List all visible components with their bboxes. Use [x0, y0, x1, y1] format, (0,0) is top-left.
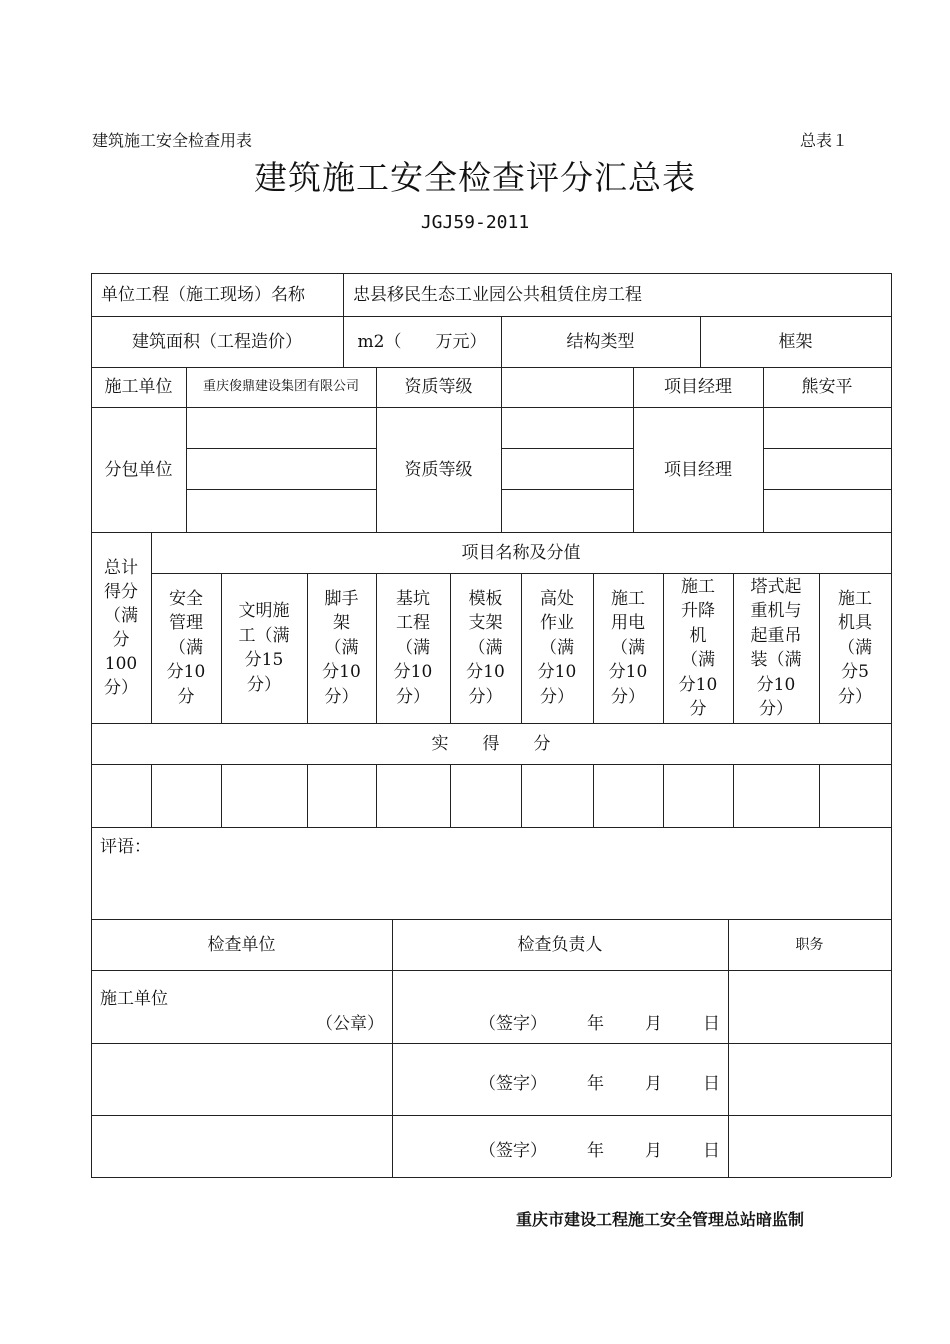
sub-manager-field[interactable] [763, 489, 891, 532]
score-input[interactable] [733, 764, 819, 827]
month-label: 月 [645, 1014, 662, 1034]
comments-area[interactable] [91, 827, 891, 919]
position-header: 职务 [795, 936, 824, 953]
category-safety-management: 安全 管理 （满 分10 分 [166, 588, 206, 707]
category-scaffolding: 脚手 架 （满 分10 分） [322, 588, 361, 707]
form-series-label: 建筑施工安全检查用表 [92, 131, 253, 150]
actual-score-label: 实 得 分 [431, 733, 551, 754]
sign-unit-contractor: 施工单位 [100, 989, 168, 1009]
signature-label: （签字） [479, 1014, 547, 1034]
year-label: 年 [587, 1141, 604, 1161]
score-input[interactable] [819, 764, 891, 827]
category-foundation-pit: 基坑 工程 （满 分10 分） [393, 588, 433, 707]
contractor-company[interactable]: 重庆俊鼎建设集团有限公司 [202, 379, 359, 394]
score-input[interactable] [663, 764, 733, 827]
category-construction-machinery: 施工 机具 （满 分5 分） [838, 588, 872, 707]
project-name-value[interactable]: 忠县移民生态工业园公共租赁住房工程 [353, 284, 642, 305]
sub-manager-field[interactable] [763, 448, 891, 489]
score-input[interactable] [521, 764, 593, 827]
contractor-label: 施工单位 [104, 377, 173, 397]
category-construction-electricity: 施工 用电 （满 分10 分） [608, 588, 648, 707]
score-input[interactable] [376, 764, 450, 827]
sub-qualification-field[interactable] [501, 489, 633, 532]
official-seal-label: （公章） [316, 1014, 384, 1034]
comments-label: 评语： [100, 837, 151, 857]
day-label: 日 [703, 1141, 720, 1161]
building-area-value[interactable]: m2（ 万元） [357, 331, 487, 352]
building-area-label: 建筑面积（工程造价） [132, 331, 302, 352]
signature-label: （签字） [479, 1074, 547, 1094]
score-input[interactable] [593, 764, 663, 827]
category-tower-crane: 塔式起 重机与 起重吊 装（满 分10 分） [750, 576, 802, 719]
day-label: 日 [703, 1074, 720, 1094]
year-label: 年 [587, 1014, 604, 1034]
subcontractor-name-field[interactable] [186, 407, 376, 448]
category-work-at-height: 高处 作业 （满 分10 分） [537, 588, 577, 707]
category-construction-hoist: 施工 升降 机 （满 分10 分 [678, 576, 718, 719]
year-label: 年 [587, 1074, 604, 1094]
total-score-label: 总计 得分 （满 分 100 分） [104, 557, 138, 698]
sub-manager-field[interactable] [763, 407, 891, 448]
score-input[interactable] [221, 764, 307, 827]
issuer-footer: 重庆市建设工程施工安全管理总站暗监制 [516, 1210, 805, 1229]
score-input[interactable] [151, 764, 221, 827]
standard-code: JGJ59-2011 [420, 212, 530, 233]
page-title: 建筑施工安全检查评分汇总表 [254, 158, 696, 197]
day-label: 日 [703, 1014, 720, 1034]
qualification-label: 资质等级 [404, 377, 473, 397]
sub-qualification-field[interactable] [501, 448, 633, 489]
inspection-unit-header: 检查单位 [207, 934, 276, 955]
structure-type-label: 结构类型 [566, 331, 635, 352]
subcontractor-name-field[interactable] [186, 489, 376, 532]
category-formwork-support: 模板 支架 （满 分10 分） [466, 588, 505, 707]
sub-manager-label: 项目经理 [664, 459, 732, 480]
category-civilized-construction: 文明施 工（满 分15 分） [238, 601, 290, 695]
signature-label: （签字） [479, 1141, 547, 1161]
subcontractor-name-field[interactable] [186, 448, 376, 489]
sub-qualification-label: 资质等级 [404, 459, 473, 480]
project-name-label: 单位工程（施工现场）名称 [101, 284, 305, 305]
form-number: 总表１ [800, 131, 849, 150]
qualification-value[interactable] [501, 367, 633, 407]
items-group-label: 项目名称及分值 [461, 542, 581, 563]
total-score-input[interactable] [91, 764, 151, 827]
project-manager-value[interactable]: 熊安平 [801, 377, 853, 397]
subcontractor-label: 分包单位 [104, 459, 173, 480]
structure-type-value[interactable]: 框架 [778, 331, 813, 352]
inspection-person-header: 检查负责人 [517, 934, 603, 955]
score-input[interactable] [307, 764, 376, 827]
project-manager-label: 项目经理 [664, 377, 732, 397]
month-label: 月 [645, 1141, 662, 1161]
score-input[interactable] [450, 764, 521, 827]
month-label: 月 [645, 1074, 662, 1094]
sub-qualification-field[interactable] [501, 407, 633, 448]
